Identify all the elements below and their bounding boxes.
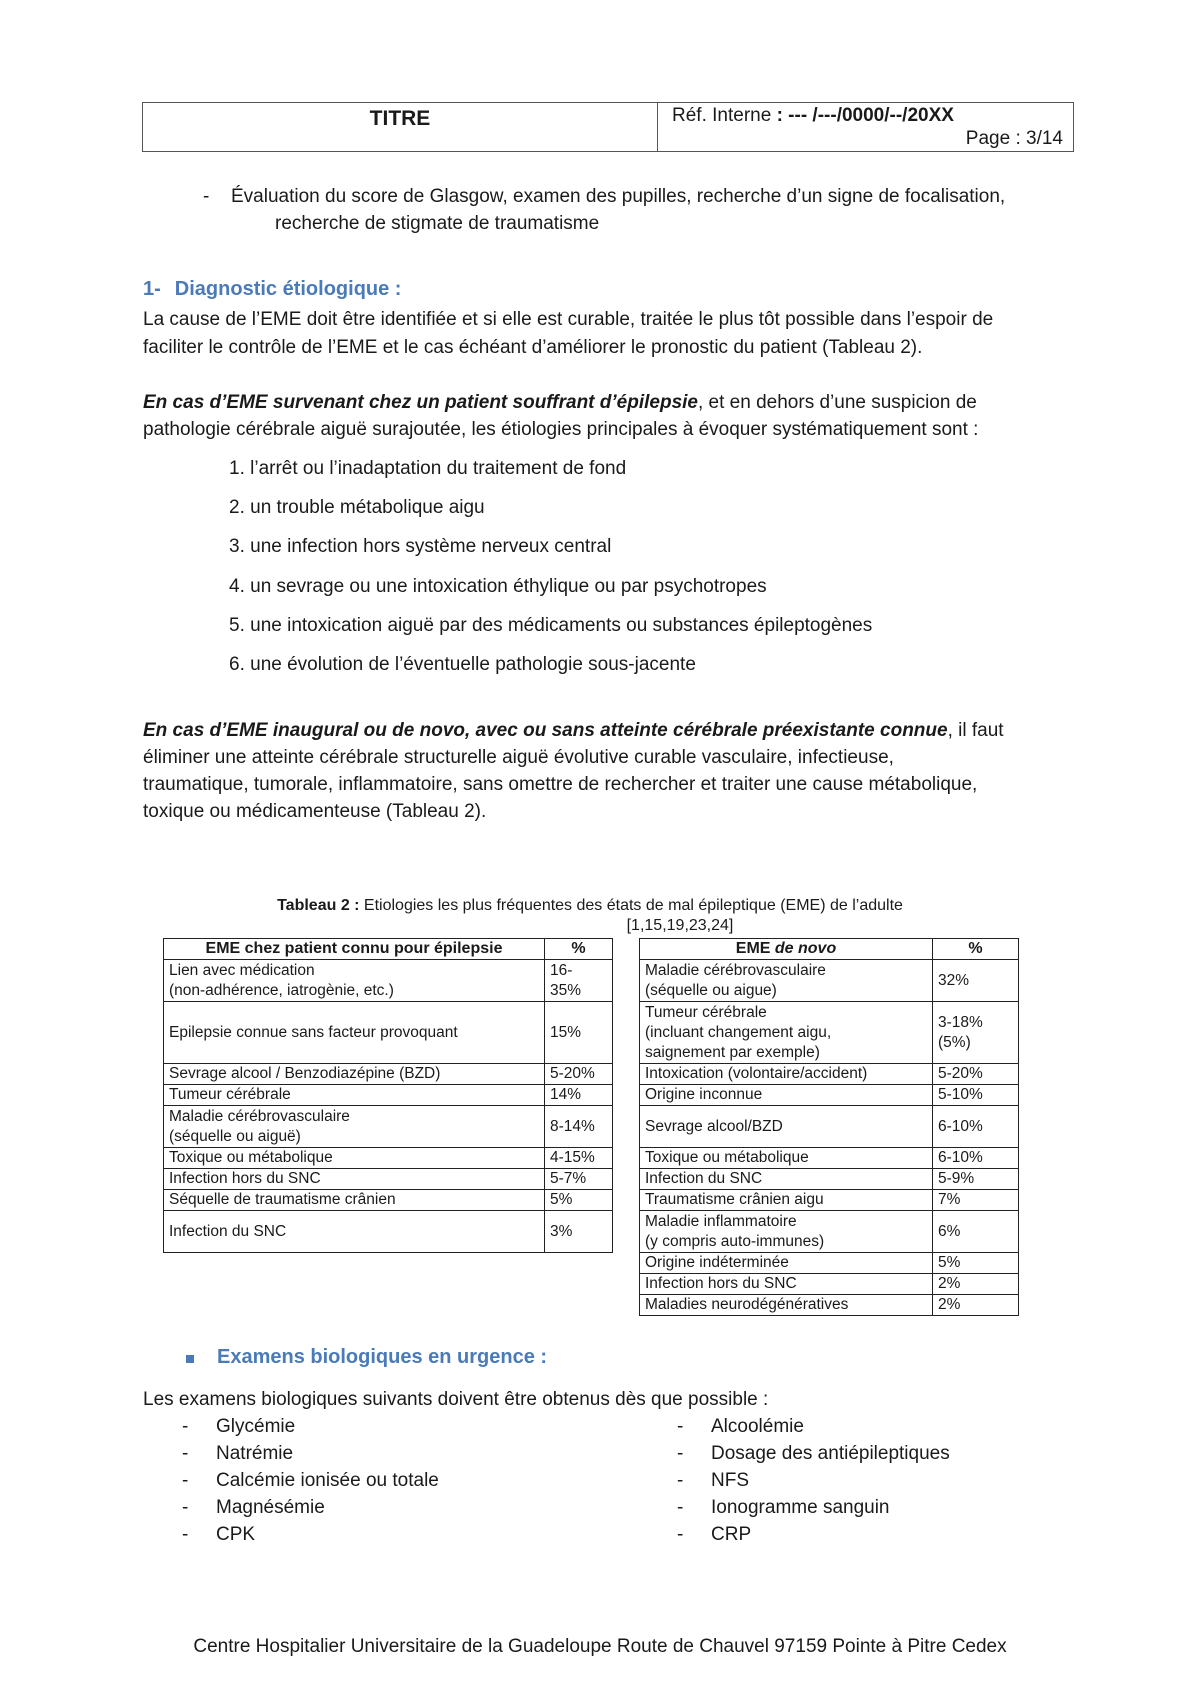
- table-known-epilepsy: [163, 938, 613, 1253]
- page-footer: Centre Hospitalier Universitaire de la Guadeloupe Route de Chauvel 97159 Pointe à Pitre Cedex: [193, 1636, 1007, 1657]
- para1-line1: La cause de l’EME doit être identifiée et si elle est curable, traitée le plus tôt possible dans l’espoir de: [143, 309, 994, 330]
- bullet-dash: -: [677, 1497, 684, 1518]
- table-row: [164, 1002, 613, 1064]
- cause-detail: (incluant changement aigu,: [645, 1023, 832, 1041]
- cause-text: Maladie cérébrovasculaire: [169, 1107, 350, 1125]
- header-meta: [658, 103, 1073, 151]
- cause-cell: Tumeur cérébrale: [164, 1085, 545, 1106]
- percent-cell: 5-7%: [545, 1169, 613, 1190]
- para3-emphasis: En cas d’EME inaugural ou de novo, avec ou sans atteinte cérébrale préexistante connue: [143, 720, 948, 741]
- percent-cell: 15%: [545, 1002, 613, 1064]
- header-box: [142, 102, 1074, 152]
- table-de-novo: [639, 938, 1019, 1316]
- internal-reference: [672, 105, 1063, 127]
- table-row: [640, 1253, 1019, 1274]
- cause-cell: Origine inconnue: [640, 1085, 933, 1106]
- intro-line-1: Évaluation du score de Glasgow, examen des pupilles, recherche d’un signe de focalisation,: [231, 186, 1006, 207]
- table-row: [640, 1295, 1019, 1316]
- section-number: 1-: [143, 278, 161, 300]
- percent-cell: 5-10%: [933, 1085, 1019, 1106]
- para1-line2: faciliter le contrôle de l’EME et le cas échéant d’améliorer le pronostic du patient (Tableau 2).: [143, 337, 923, 358]
- list-item: 5. une intoxication aiguë par des médicaments ou substances épileptogènes: [229, 615, 873, 636]
- list-item: Glycémie: [216, 1416, 296, 1437]
- page-number: Page : 3/14: [965, 128, 1063, 149]
- percent-cell: 5%: [933, 1253, 1019, 1274]
- percent-cell: 5%: [545, 1190, 613, 1211]
- cause-cell: Séquelle de traumatisme crânien: [164, 1190, 545, 1211]
- para3-line4: toxique ou médicamenteuse (Tableau 2).: [143, 801, 487, 822]
- bio-intro: Les examens biologiques suivants doivent être obtenus dès que possible :: [143, 1389, 769, 1410]
- table-row: [640, 1002, 1019, 1064]
- table-row: [640, 1064, 1019, 1085]
- percent-cell: 5-9%: [933, 1169, 1019, 1190]
- cause-text: Maladie inflammatoire: [645, 1212, 797, 1230]
- percent-text: 3-18%: [938, 1013, 983, 1031]
- percent-text: 16-: [550, 961, 573, 979]
- cause-cell: Sevrage alcool / Benzodiazépine (BZD): [164, 1064, 545, 1085]
- list-item: 2. un trouble métabolique aigu: [229, 497, 485, 518]
- ref-value: : --- /---/0000/--/20XX: [776, 105, 954, 126]
- cause-cell: [640, 960, 933, 1002]
- document-title: TITRE: [143, 103, 658, 151]
- list-item: CRP: [711, 1524, 752, 1545]
- bullet-dash: -: [182, 1470, 189, 1491]
- table-row: [640, 1169, 1019, 1190]
- cause-cell: [640, 1211, 933, 1253]
- list-item: Dosage des antiépileptiques: [711, 1443, 950, 1464]
- caption-text: Etiologies les plus fréquentes des états de mal épileptique (EME) de l’adulte: [359, 897, 903, 914]
- table-row: [164, 960, 613, 1002]
- cause-cell: Infection hors du SNC: [164, 1169, 545, 1190]
- cause-cell: [164, 1106, 545, 1148]
- table-row: [164, 1106, 613, 1148]
- cause-text: Tumeur cérébrale: [645, 1003, 767, 1021]
- caption-refs: [1,15,19,23,24]: [626, 917, 734, 934]
- column-header: %: [933, 939, 1019, 960]
- percent-cell: 14%: [545, 1085, 613, 1106]
- bullet-dash: -: [677, 1470, 684, 1491]
- percent-cell: 4-15%: [545, 1148, 613, 1169]
- list-item: 6. une évolution de l’éventuelle pathologie sous-jacente: [229, 654, 696, 675]
- cause-cell: Traumatisme crânien aigu: [640, 1190, 933, 1211]
- para2-line2: pathologie cérébrale aiguë surajoutée, les étiologies principales à évoquer systématiquement sont :: [143, 419, 979, 440]
- list-item: Ionogramme sanguin: [711, 1497, 890, 1518]
- percent-cell: 32%: [933, 960, 1019, 1002]
- caption-line1: [140, 896, 1040, 916]
- percent-cell: 6%: [933, 1211, 1019, 1253]
- table-row: [640, 1274, 1019, 1295]
- bullet-dash: -: [182, 1497, 189, 1518]
- header-text: EME: [735, 940, 775, 957]
- list-item: 1. l’arrêt ou l’inadaptation du traitement de fond: [229, 458, 627, 479]
- table-row: [640, 1211, 1019, 1253]
- percent-cell: 5-20%: [545, 1064, 613, 1085]
- table-row: [164, 1064, 613, 1085]
- list-item: Natrémie: [216, 1443, 294, 1464]
- bullet-dash: -: [182, 1443, 189, 1464]
- table-row: [164, 1085, 613, 1106]
- cause-cell: Toxique ou métabolique: [164, 1148, 545, 1169]
- percent-cell: 3%: [545, 1211, 613, 1253]
- para2-emphasis: En cas d’EME survenant chez un patient souffrant d’épilepsie: [143, 392, 698, 413]
- table-row: [164, 1169, 613, 1190]
- square-bullet-icon: [186, 1355, 194, 1363]
- cause-detail: (y compris auto-immunes): [645, 1232, 825, 1250]
- cause-cell: Intoxication (volontaire/accident): [640, 1064, 933, 1085]
- column-header: EME chez patient connu pour épilepsie: [164, 939, 545, 960]
- cause-cell: Maladies neurodégénératives: [640, 1295, 933, 1316]
- para2-rest: , et en dehors d’une suspicion de: [698, 392, 977, 413]
- percent-cell: [933, 1002, 1019, 1064]
- list-item: Magnésémie: [216, 1497, 325, 1518]
- ref-label: Réf. Interne: [672, 105, 772, 126]
- table-row: [164, 1211, 613, 1253]
- cause-detail: saignement par exemple): [645, 1043, 820, 1061]
- percent-cell: 6-10%: [933, 1106, 1019, 1148]
- table-header-row: [164, 939, 613, 960]
- cause-cell: Toxique ou métabolique: [640, 1148, 933, 1169]
- cause-detail: (séquelle ou aigue): [645, 981, 777, 999]
- list-item: Calcémie ionisée ou totale: [216, 1470, 439, 1491]
- cause-cell: [164, 960, 545, 1002]
- cause-cell: Sevrage alcool/BZD: [640, 1106, 933, 1148]
- bullet-dash: -: [182, 1524, 189, 1545]
- percent-cell: 7%: [933, 1190, 1019, 1211]
- percent-text: 35%: [550, 981, 582, 999]
- para3-line3: traumatique, tumorale, inflammatoire, sans omettre de rechercher et traiter une cause métabolique,: [143, 774, 978, 795]
- list-item: CPK: [216, 1524, 256, 1545]
- table-row: [640, 1148, 1019, 1169]
- cause-text: Maladie cérébrovasculaire: [645, 961, 826, 979]
- table-row: [640, 1106, 1019, 1148]
- cause-cell: Origine indéterminée: [640, 1253, 933, 1274]
- percent-cell: 2%: [933, 1295, 1019, 1316]
- para3-line1: [143, 717, 1004, 744]
- cause-cell: Infection hors du SNC: [640, 1274, 933, 1295]
- bullet-dash: -: [677, 1443, 684, 1464]
- percent-cell: 6-10%: [933, 1148, 1019, 1169]
- bullet-dash: -: [677, 1416, 684, 1437]
- table-row: [640, 1190, 1019, 1211]
- percent-cell: 8-14%: [545, 1106, 613, 1148]
- bullet-dash: -: [677, 1524, 684, 1545]
- cause-cell: Infection du SNC: [640, 1169, 933, 1190]
- intro-line-2: recherche de stigmate de traumatisme: [275, 213, 600, 234]
- column-header: [640, 939, 933, 960]
- cause-detail: (séquelle ou aiguë): [169, 1127, 301, 1145]
- table-caption: [140, 896, 1040, 936]
- table-row: [640, 960, 1019, 1002]
- percent-text: (5%): [938, 1033, 971, 1051]
- table-row: [164, 1190, 613, 1211]
- percent-cell: [545, 960, 613, 1002]
- cause-detail: (non-adhérence, iatrogènie, etc.): [169, 981, 394, 999]
- cause-cell: Epilepsie connue sans facteur provoquant: [164, 1002, 545, 1064]
- percent-cell: 2%: [933, 1274, 1019, 1295]
- list-item: 3. une infection hors système nerveux central: [229, 536, 612, 557]
- column-header: %: [545, 939, 613, 960]
- list-item: NFS: [711, 1470, 749, 1491]
- para2-line1: [143, 389, 977, 416]
- table-row: [164, 1148, 613, 1169]
- list-item: Alcoolémie: [711, 1416, 804, 1437]
- caption-label: Tableau 2 :: [277, 897, 360, 914]
- section-heading: [143, 278, 401, 301]
- bullet-dash: -: [182, 1416, 189, 1437]
- cause-cell: Infection du SNC: [164, 1211, 545, 1253]
- header-text-italic: de novo: [774, 940, 837, 957]
- para3-rest: , il faut: [947, 720, 1004, 741]
- section-title: Diagnostic étiologique :: [174, 278, 402, 300]
- cause-text: Lien avec médication: [169, 961, 315, 979]
- cause-cell: [640, 1002, 933, 1064]
- table-row: [640, 1085, 1019, 1106]
- table-header-row: [640, 939, 1019, 960]
- para3-line2: éliminer une atteinte cérébrale structurelle aiguë évolutive curable vasculaire, infectieuse,: [143, 747, 894, 768]
- bio-section-title: Examens biologiques en urgence :: [217, 1346, 548, 1368]
- list-item: 4. un sevrage ou une intoxication éthylique ou par psychotropes: [229, 576, 767, 597]
- percent-cell: 5-20%: [933, 1064, 1019, 1085]
- bullet-dash: -: [203, 186, 210, 207]
